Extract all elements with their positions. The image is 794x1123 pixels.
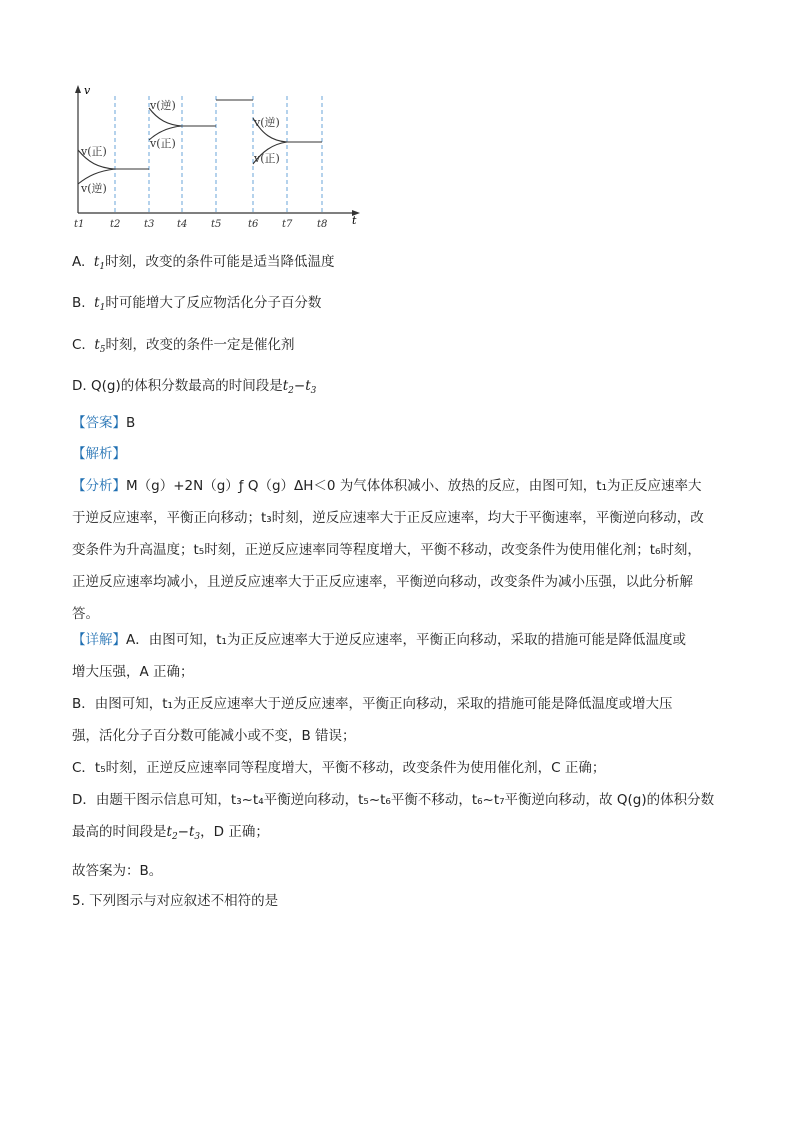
answer-value: B <box>126 415 136 431</box>
label-v-zheng-6: v(正) <box>254 152 280 165</box>
label-v-ni-3: v(逆) <box>150 99 176 112</box>
label-v-zheng-3: v(正) <box>150 137 176 150</box>
rate-time-graph <box>66 80 366 230</box>
conclusion: 故答案为：B。 <box>72 863 163 879</box>
tick-t4: t4 <box>177 219 188 230</box>
tick-t8: t8 <box>317 219 328 230</box>
label-v-zheng-1: v(正) <box>81 145 107 158</box>
tick-t1: t1 <box>74 219 85 230</box>
tick-t2: t2 <box>110 219 121 230</box>
answer-tag: 【答案】 <box>72 415 126 431</box>
fenxi-tag: 【分析】 <box>72 478 126 494</box>
tick-t6: t6 <box>248 219 259 230</box>
label-v-ni-6: v(逆) <box>254 116 280 129</box>
tick-t7: t7 <box>282 219 293 230</box>
analysis-heading: 【解析】 <box>72 446 126 462</box>
tick-t5: t5 <box>211 219 222 230</box>
label-v-ni-1: v(逆) <box>81 182 107 195</box>
option-c: C. $t_5$时刻，改变的条件一定是催化剂 <box>72 337 295 355</box>
fenxi-block: 【分析】M（g）+2N（g）ƒ Q（g）ΔH＜0 为气体体积减小、放热的反应，由图可知，t₁为正反应速率大 于逆反应速率，平衡正向移动；t₃时刻，逆反应速率大于正反应速率，均大于平衡速率，平衡逆向移动，改 变条件为升高温度；t₅时刻，正逆反应速率同等程度增大，平衡不移动，改变条件为使用催化剂；t₆时刻， 正逆反应速率均减小，且逆反应速率大于正反应速率，平衡逆向移动，改变条件为减小压强，以此分析解 答。 <box>72 478 704 622</box>
option-a: A. $t_1$时刻，改变的条件可能是适当降低温度 <box>72 254 335 272</box>
xiangjie-tag: 【详解】 <box>72 632 126 648</box>
option-b: B. $t_1$时可能增大了反应物活化分子百分数 <box>72 295 322 313</box>
y-axis-label: v <box>84 84 91 97</box>
tick-t3: t3 <box>144 219 155 230</box>
answer-line <box>72 413 732 433</box>
option-d: D. Q(g)的体积分数最高的时间段是$t_2-t_3$ <box>72 378 317 396</box>
xiangjie-block: 【详解】A．由图可知，t₁为正反应速率大于逆反应速率，平衡正向移动，采取的措施可能是降低温度或 增大压强，A 正确； B．由图可知，t₁为正反应速率大于逆反应速率，平衡正向移动，采取的措施可能是降低温度或增大压 强，活化分子百分数可能减小或不变，B 错误； C．t₅时刻，正逆反应速率同等程度增大，平衡不移动，改变条件为使用催化剂，C 正确； D．由题干图示信息可知，t₃~t₄平衡逆向移动，t₅~t₆平衡不移动，t₆~t₇平衡逆向移动，故 Q(g)的体积分数 最高的时间段是$t_2-t_3$，D 正确； <box>72 632 715 842</box>
next-question: 5. 下列图示与对应叙述不相符的是 <box>72 893 279 909</box>
x-axis-label: t <box>352 214 357 227</box>
y-axis-arrow <box>75 85 81 93</box>
